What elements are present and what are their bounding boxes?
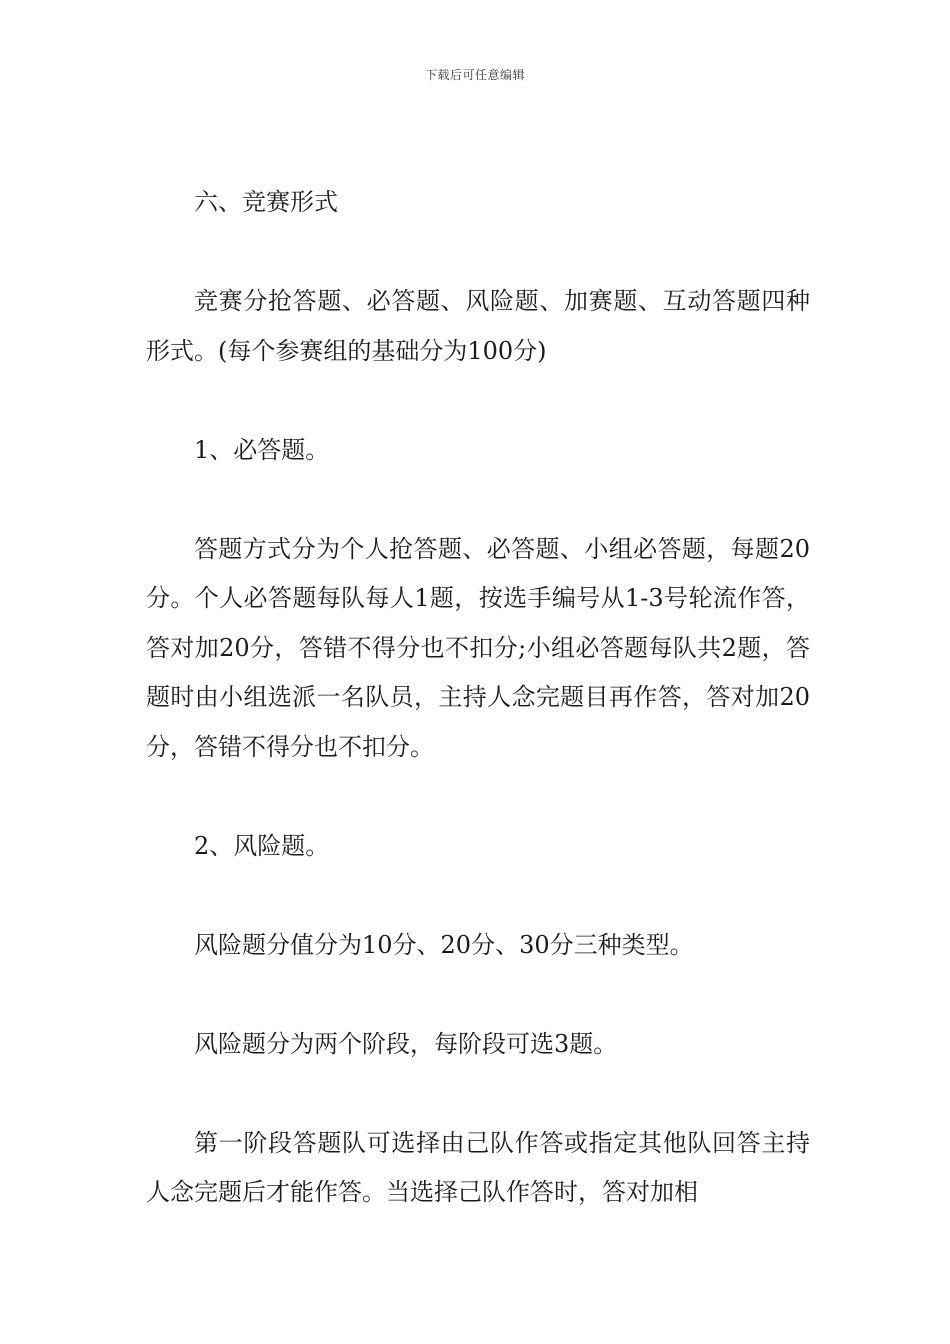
paragraph-risk-question-stages: 风险题分为两个阶段，每阶段可选3题。 bbox=[194, 1029, 618, 1058]
paragraph-competition-types: 竞赛分抢答题、必答题、风险题、加赛题、互动答题四种形式。(每个参赛组的基础分为100分) bbox=[146, 287, 810, 365]
paragraph-risk-question-values: 风险题分值分为10分、20分、30分三种类型。 bbox=[194, 930, 694, 959]
section-heading-competition-format: 六、竞赛形式 bbox=[194, 188, 338, 216]
paragraph-required-questions-rules: 答题方式分为个人抢答题、必答题、小组必答题，每题20分。个人必答题每队每人1题，按选手编号从1-3号轮流作答，答对加20分，答错不得分也不扣分;小组必答题每队共2题，答题时由小组选派一名队员，主持人念完题目再作答，答对加20分，答错不得分也不扣分。 bbox=[146, 534, 810, 761]
subheading-required-questions: 1、必答题。 bbox=[194, 435, 330, 464]
subheading-risk-questions: 2、风险题。 bbox=[194, 831, 330, 860]
paragraph-first-stage-rules: 第一阶段答题队可选择由己队作答或指定其他队回答主持人念完题后才能作答。当选择己队作答时，答对加相 bbox=[146, 1128, 810, 1206]
page-header: 下载后可任意编辑 bbox=[424, 68, 525, 82]
document-body bbox=[146, 178, 810, 1218]
